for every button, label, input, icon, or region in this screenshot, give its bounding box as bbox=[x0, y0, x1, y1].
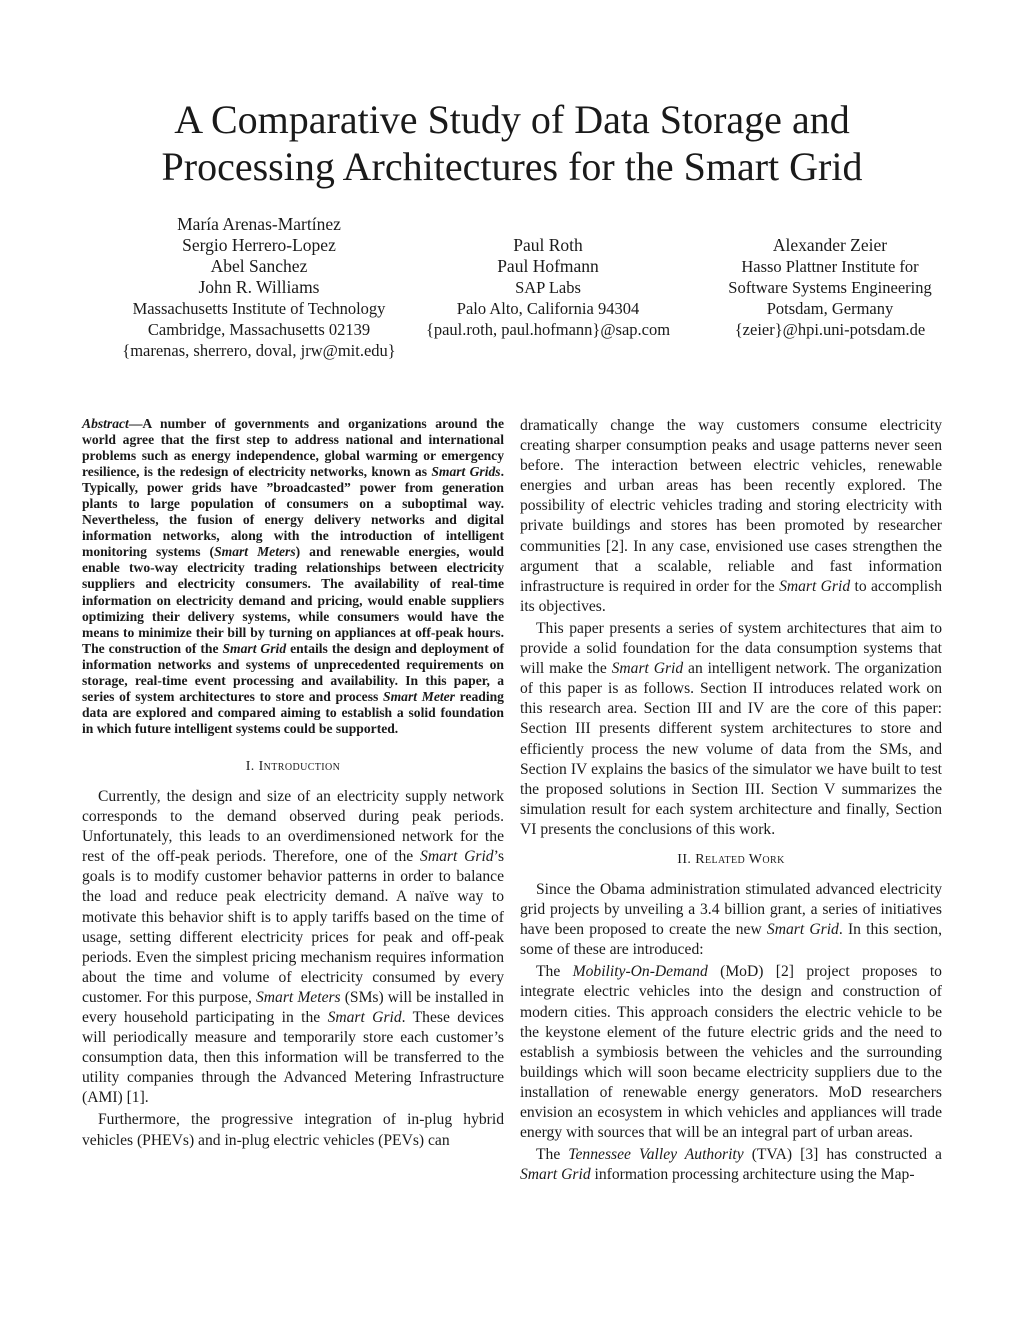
author-name: Paul Roth bbox=[513, 235, 583, 255]
paragraph: dramatically change the way customers consume electricity creating sharper consumption peaks and usage patterns never seen before. The interaction between electric vehicles, renewable energies and urban areas has been recently explored. The possibility of electric vehicles trading and storing electricity with private buildings and stores has been promoted by researcher communities [2]. In any case, envisioned use cases strengthen the argument that a scalable, reliable and fast information infrastructure is required in order for the Smart Grid to accomplish its objectives. bbox=[520, 417, 942, 615]
author-institution: Massachusetts Institute of Technology bbox=[132, 299, 386, 318]
author-block-hpi bbox=[680, 235, 980, 340]
author-institution: SAP Labs bbox=[515, 278, 581, 297]
author-name: Paul Hofmann bbox=[497, 256, 599, 276]
title-line-1: A Comparative Study of Data Storage and bbox=[174, 97, 850, 142]
author-name: Alexander Zeier bbox=[772, 235, 888, 255]
author-name: Abel Sanchez bbox=[210, 256, 308, 276]
paper-title bbox=[60, 96, 964, 190]
author-name: Sergio Herrero-Lopez bbox=[182, 235, 336, 255]
author-institution: Hasso Plattner Institute for bbox=[741, 257, 919, 276]
author-block-sap bbox=[398, 235, 698, 340]
section-heading-related-work: II. Related Work bbox=[677, 851, 785, 867]
paragraph: Since the Obama administration stimulated advanced electricity grid projects by unveiling a 3.4 billion grant, a series of initiatives have been proposed to create the new Smart Grid. In this section, some of these are introduced: bbox=[520, 880, 942, 959]
paragraph: Currently, the design and size of an electricity supply network corresponds to the demand observed during peak periods. Unfortunately, this leads to an overdimensioned network for the rest of the off-peak periods. Therefore, one of the Smart Grid’s goals is to modify customer behavior patterns in order to balance the load and reduce peak electricity demand. A naïve way to motivate this behavior shift is to apply tariffs based on the time of usage, setting different electricity prices for peak and off-peak periods. Even the simplest pricing mechanism requires information about the time and volume of electricity consumed by every customer. For this purpose, Smart Meters (SMs) will be installed in every household participating in the Smart Grid. These devices will periodically measure and temporarily store each customer’s consumption data, then this information will be transferred to the utility companies through the Advanced Metering Infrastructure (AMI) [1]. bbox=[82, 787, 505, 1107]
author-location: Potsdam, Germany bbox=[766, 299, 894, 318]
abstract-text: —A number of governments and organizations around the world agree that the first step to address national and international problems such as energy independence, global warming or emergency resilience, is the redesign of electricity networks, known as Smart Grids. Typically, power grids have ”broadcasted” power from generation plants to large population of consumers on a suboptimal way. Nevertheless, the fusion of energy delivery networks and digital information networks, along with the introduction of intelligent monitoring systems (Smart Meters) and renewable energies, would enable two-way electricity trading relationships between electricity suppliers and electricity consumers. The availability of real-time information on electricity demand and pricing, would enable suppliers optimizing their delivery systems, while consumers would have the means to minimize their bill by turning on appliances at off-peak hours. The construction of the Smart Grid entails the design and deployment of information networks and systems of unprecedented requirements on storage, real-time event processing and availability. In this paper, a series of system architectures to store and process Smart Meter reading data are explored and compared aiming to establish a solid foundation in which future intelligent systems could be supported. bbox=[82, 416, 505, 736]
author-location: Palo Alto, California 94304 bbox=[456, 299, 640, 318]
author-block-mit bbox=[100, 214, 418, 361]
author-email: {zeier}@hpi.uni-potsdam.de bbox=[734, 320, 926, 339]
author-email: {paul.roth, paul.hofmann}@sap.com bbox=[425, 320, 671, 339]
author-location: Cambridge, Massachusetts 02139 bbox=[147, 320, 371, 339]
paragraph: The Tennessee Valley Authority (TVA) [3] has constructed a Smart Grid information processing architecture using the Map- bbox=[520, 1146, 942, 1184]
author-name: John R. Williams bbox=[198, 277, 320, 297]
right-column bbox=[520, 416, 942, 1187]
paragraph: This paper presents a series of system architectures that aim to provide a solid foundation for the data consumption systems that will make the Smart Grid an intelligent network. The organization of this paper is as follows. Section II introduces related work on this research area. Section III and IV are the core of this paper: Section III presents different system architectures to store and efficiently process the new volume of data from the SMs, and Section IV explains the basics of the simulator we have built to test the proposed solutions in Section III. Section V summarizes the simulation result for each system architecture and finally, Section VI presents the conclusions of this work. bbox=[520, 619, 942, 838]
section-heading-introduction: I. Introduction bbox=[245, 758, 341, 774]
author-email: {marenas, sherrero, doval, jrw@mit.edu} bbox=[122, 341, 396, 360]
abstract-lead: Abstract bbox=[82, 416, 129, 431]
left-column bbox=[82, 416, 504, 1153]
author-institution: Software Systems Engineering bbox=[728, 278, 932, 297]
author-name: María Arenas-Martínez bbox=[177, 214, 341, 234]
paragraph: The Mobility-On-Demand (MoD) [2] project proposes to integrate electric vehicles into the design and construction of modern cities. This approach considers the electric vehicle to be the keystone element of the future electric grids and the need to establish a symbiosis between the vehicles and the surrounding buildings which will soon became electricity suppliers due to the installation of renewable energy generators. MoD researchers envision an ecosystem in which vehicles and appliances will trade energy with sources that will be an integral part of urban areas. bbox=[520, 963, 942, 1142]
title-line-2: Processing Architectures for the Smart Grid bbox=[161, 144, 863, 189]
paragraph: Furthermore, the progressive integration of in-plug hybrid vehicles (PHEVs) and in-plug electric vehicles (PEVs) can bbox=[82, 1111, 504, 1149]
abstract bbox=[82, 416, 504, 737]
